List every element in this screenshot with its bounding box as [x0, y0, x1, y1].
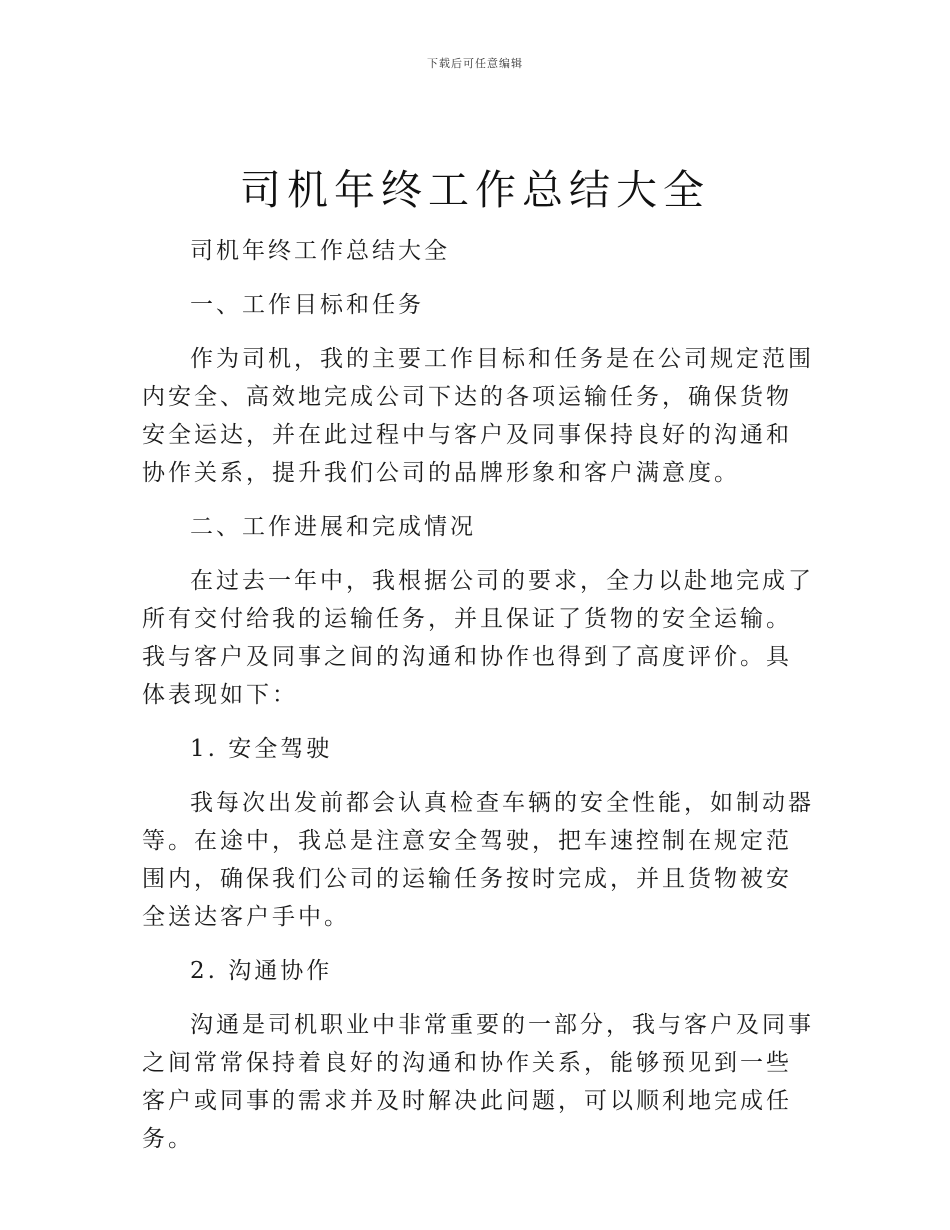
document-title: 司机年终工作总结大全	[240, 166, 710, 214]
header-note: 下载后可任意编辑	[427, 57, 523, 70]
paragraph: 在过去一年中，我根据公司的要求，全力以赴地完成了所有交付给我的运输任务，并且保证了货物的安全运输。我与客户及同事之间的沟通和协作也得到了高度评价。具体表现如下：	[142, 568, 814, 708]
list-item-heading-1: 1. 安全驾驶	[190, 736, 333, 762]
subtitle: 司机年终工作总结大全	[190, 238, 450, 264]
paragraph: 沟通是司机职业中非常重要的一部分，我与客户及同事之间常常保持着良好的沟通和协作关系，能够预见到一些客户或同事的需求并及时解决此问题，可以顺利地完成任务。	[142, 1012, 814, 1152]
document-body	[142, 232, 814, 1174]
list-item-heading-2: 2. 沟通协作	[190, 958, 333, 984]
section-heading-1: 一、工作目标和任务	[190, 292, 424, 318]
paragraph: 作为司机，我的主要工作目标和任务是在公司规定范围内安全、高效地完成公司下达的各项运输任务，确保货物安全运达，并在此过程中与客户及同事保持良好的沟通和协作关系，提升我们公司的品牌形象和客户满意度。	[142, 346, 814, 486]
paragraph: 我每次出发前都会认真检查车辆的安全性能，如制动器等。在途中，我总是注意安全驾驶，把车速控制在规定范围内，确保我们公司的运输任务按时完成，并且货物被安全送达客户手中。	[142, 790, 814, 930]
section-heading-2: 二、工作进展和完成情况	[190, 514, 476, 540]
